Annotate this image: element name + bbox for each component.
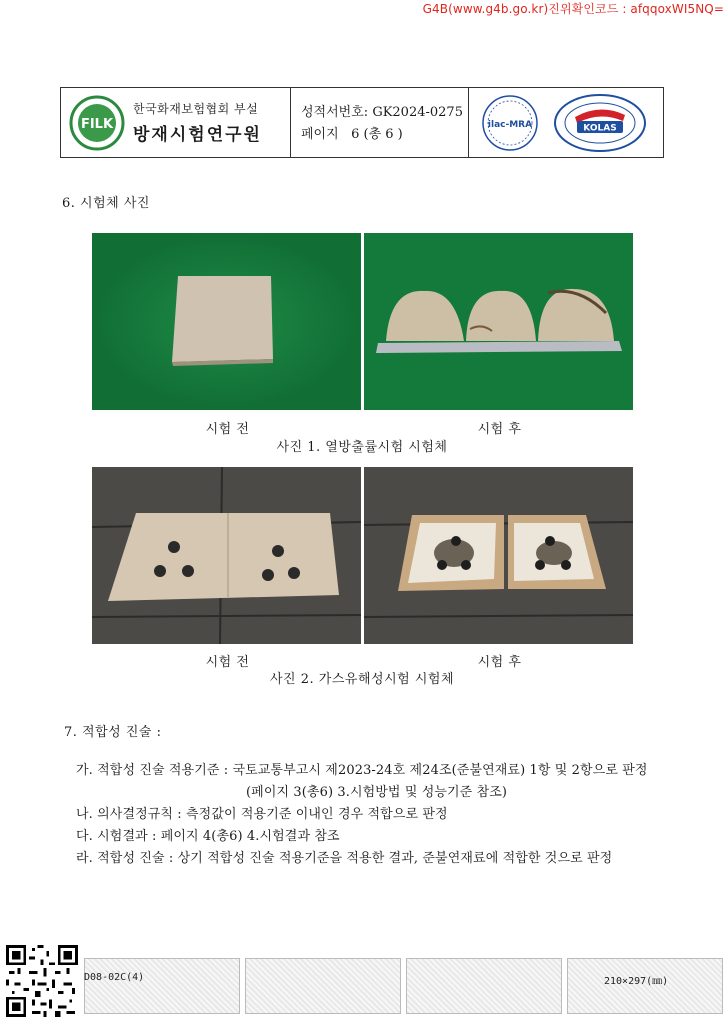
- filk-logo: [69, 95, 125, 151]
- photo-heat-release-before: [92, 233, 361, 410]
- photo2-caption: 사진 2. 가스유해성시험 시험체: [270, 672, 454, 687]
- report-number-line: [301, 102, 468, 124]
- photo-heat-release-after: [364, 233, 633, 410]
- photo2-before-label: 시험 전: [205, 655, 250, 670]
- photo1-after-label: 시험 후: [477, 422, 522, 437]
- report-number-label: 성적서번호:: [301, 105, 369, 120]
- footer-security-band-2: [245, 958, 401, 1014]
- ilac-mra-logo: [481, 94, 539, 152]
- svg-text:ilac-MRA: ilac-MRA: [487, 120, 533, 130]
- svg-text:FILK: FILK: [80, 116, 114, 132]
- footer-security-band-1: [84, 958, 240, 1014]
- org-main-name: 방재시험연구원: [133, 125, 262, 145]
- report-header: [60, 87, 664, 158]
- accreditation-logos: [469, 88, 663, 157]
- paper-size: 210×297(㎜): [604, 976, 669, 987]
- photo1-before-label: 시험 전: [205, 422, 250, 437]
- photo1-caption: 사진 1. 열방출률시험 시험체: [276, 440, 448, 455]
- page-label: 페이지: [301, 127, 339, 142]
- svg-text:KOLAS: KOLAS: [583, 123, 617, 134]
- statement-item-a-note: (페이지 3(총6) 3.시험방법 및 성능기준 참조): [246, 785, 508, 800]
- section-7-title: 7. 적합성 진술 :: [64, 725, 162, 740]
- form-code: D08-02C(4): [84, 972, 145, 983]
- report-info-cell: [291, 88, 469, 157]
- footer-security-band-3: [406, 958, 562, 1014]
- photo-gas-toxicity-before: [92, 467, 361, 644]
- page-value: 6 (총 6 ): [351, 127, 403, 142]
- statement-item-d: 라. 적합성 진술 : 상기 적합성 진술 적용기준을 적용한 결과, 준불연재료에 적합한 것으로 판정: [76, 851, 613, 866]
- section-6-title: 6. 시험체 사진: [62, 196, 150, 211]
- report-number: GK2024-0275: [372, 105, 463, 120]
- kolas-logo: [553, 93, 647, 153]
- photo2-after-label: 시험 후: [477, 655, 522, 670]
- verification-code: G4B(www.g4b.go.kr)진위확인코드 : afqqoxWI5NQ=: [422, 2, 724, 16]
- statement-item-c: 다. 시험결과 : 페이지 4(총6) 4.시험결과 참조: [76, 829, 340, 844]
- org-cell: [61, 88, 291, 157]
- statement-item-a: 가. 적합성 진술 적용기준 : 국토교통부고시 제2023-24호 제24조(준불연재료) 1항 및 2항으로 판정: [76, 763, 648, 778]
- qr-code: [6, 945, 78, 1017]
- statement-item-b: 나. 의사결정규칙 : 측정값이 적용기준 이내인 경우 적합으로 판정: [76, 807, 448, 822]
- photo-gas-toxicity-after: [364, 467, 633, 644]
- page-line: [301, 124, 468, 146]
- org-sub-name: 한국화재보험협회 부설: [133, 102, 259, 116]
